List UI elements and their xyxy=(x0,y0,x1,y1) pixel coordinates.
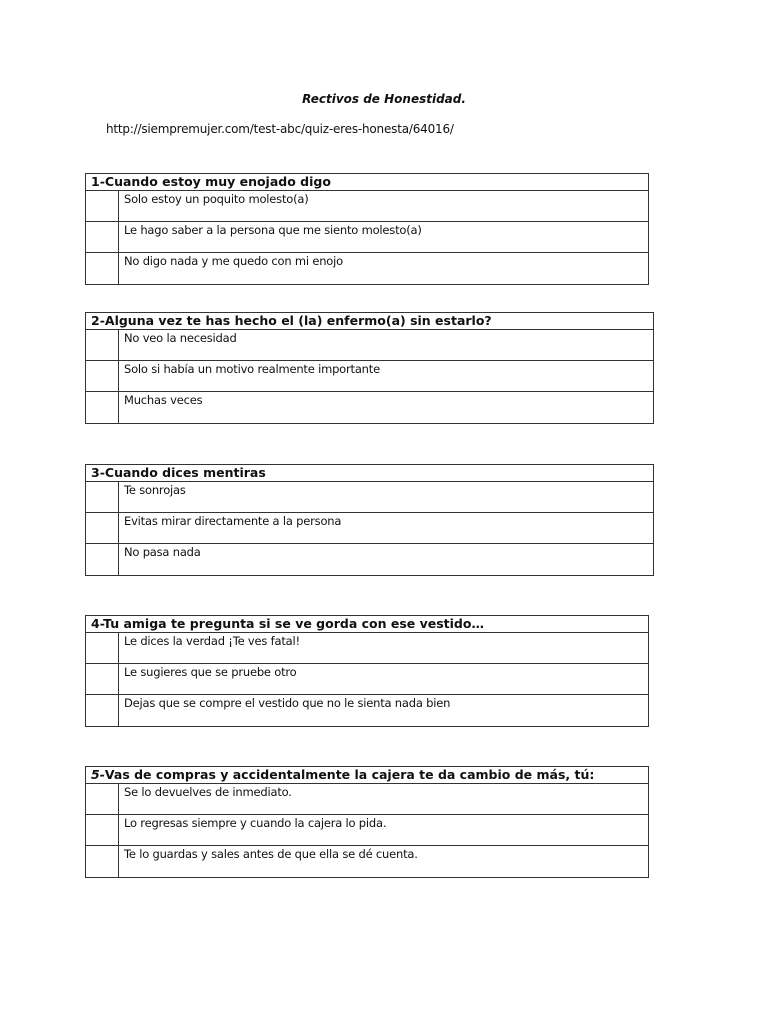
question-block-1 xyxy=(85,173,649,285)
option-text: Le hago saber a la persona que me siento molesto(a) xyxy=(124,223,422,237)
answer-checkbox-cell[interactable] xyxy=(86,330,119,360)
option-text: Te sonrojas xyxy=(124,483,186,497)
option-row xyxy=(86,392,653,423)
option-row xyxy=(86,253,648,284)
answer-checkbox-cell[interactable] xyxy=(86,191,119,221)
question-number: 1- xyxy=(91,174,105,189)
question-text: Cuando dices mentiras xyxy=(104,465,266,480)
answer-checkbox-cell[interactable] xyxy=(86,815,119,845)
question-number: 5- xyxy=(91,767,105,782)
question-block-4 xyxy=(85,615,649,727)
option-row xyxy=(86,846,648,877)
option-row xyxy=(86,191,648,222)
option-text: Solo si había un motivo realmente importante xyxy=(124,362,380,376)
option-text: Lo regresas siempre y cuando la cajera lo pida. xyxy=(124,816,387,830)
option-text: Muchas veces xyxy=(124,393,203,407)
question-block-5 xyxy=(85,766,649,878)
option-row xyxy=(86,544,653,575)
source-url: http://siempremujer.com/test-abc/quiz-eres-honesta/64016/ xyxy=(106,122,454,136)
option-row xyxy=(86,664,648,695)
answer-checkbox-cell[interactable] xyxy=(86,846,119,877)
option-row xyxy=(86,815,648,846)
answer-checkbox-cell[interactable] xyxy=(86,513,119,543)
answer-checkbox-cell[interactable] xyxy=(86,361,119,391)
question-text: Tu amiga te pregunta si se ve gorda con ese vestido… xyxy=(103,616,484,631)
answer-checkbox-cell[interactable] xyxy=(86,544,119,575)
option-text: No veo la necesidad xyxy=(124,331,237,345)
answer-checkbox-cell[interactable] xyxy=(86,664,119,694)
option-row xyxy=(86,482,653,513)
page-title: Rectivos de Honestidad. xyxy=(302,92,466,106)
option-row xyxy=(86,330,653,361)
question-header xyxy=(86,616,648,633)
option-text: Se lo devuelves de inmediato. xyxy=(124,785,292,799)
option-text: Le dices la verdad ¡Te ves fatal! xyxy=(124,634,300,648)
question-header xyxy=(86,174,648,191)
question-text: Vas de compras y accidentalmente la cajera te da cambio de más, tú: xyxy=(104,767,595,782)
option-text: Dejas que se compre el vestido que no le sienta nada bien xyxy=(124,696,451,710)
question-number: 3- xyxy=(91,465,105,480)
option-text: Evitas mirar directamente a la persona xyxy=(124,514,342,528)
question-number: 2- xyxy=(91,313,105,328)
option-row xyxy=(86,633,648,664)
question-header xyxy=(86,767,648,784)
question-header xyxy=(86,465,653,482)
answer-checkbox-cell[interactable] xyxy=(86,392,119,423)
question-block-3 xyxy=(85,464,654,576)
option-text: Solo estoy un poquito molesto(a) xyxy=(124,192,309,206)
answer-checkbox-cell[interactable] xyxy=(86,633,119,663)
option-row xyxy=(86,513,653,544)
question-text: Alguna vez te has hecho el (la) enfermo(a) sin estarlo? xyxy=(104,313,492,328)
option-row xyxy=(86,222,648,253)
answer-checkbox-cell[interactable] xyxy=(86,482,119,512)
question-header xyxy=(86,313,653,330)
answer-checkbox-cell[interactable] xyxy=(86,222,119,252)
option-text: No pasa nada xyxy=(124,545,201,559)
answer-checkbox-cell[interactable] xyxy=(86,253,119,284)
option-text: Te lo guardas y sales antes de que ella se dé cuenta. xyxy=(124,847,418,861)
question-number: 4- xyxy=(91,616,104,631)
question-text: Cuando estoy muy enojado digo xyxy=(104,174,331,189)
option-text: Le sugieres que se pruebe otro xyxy=(124,665,297,679)
question-block-2 xyxy=(85,312,654,424)
option-row xyxy=(86,695,648,726)
option-text: No digo nada y me quedo con mi enojo xyxy=(124,254,343,268)
answer-checkbox-cell[interactable] xyxy=(86,695,119,726)
option-row xyxy=(86,361,653,392)
option-row xyxy=(86,784,648,815)
answer-checkbox-cell[interactable] xyxy=(86,784,119,814)
